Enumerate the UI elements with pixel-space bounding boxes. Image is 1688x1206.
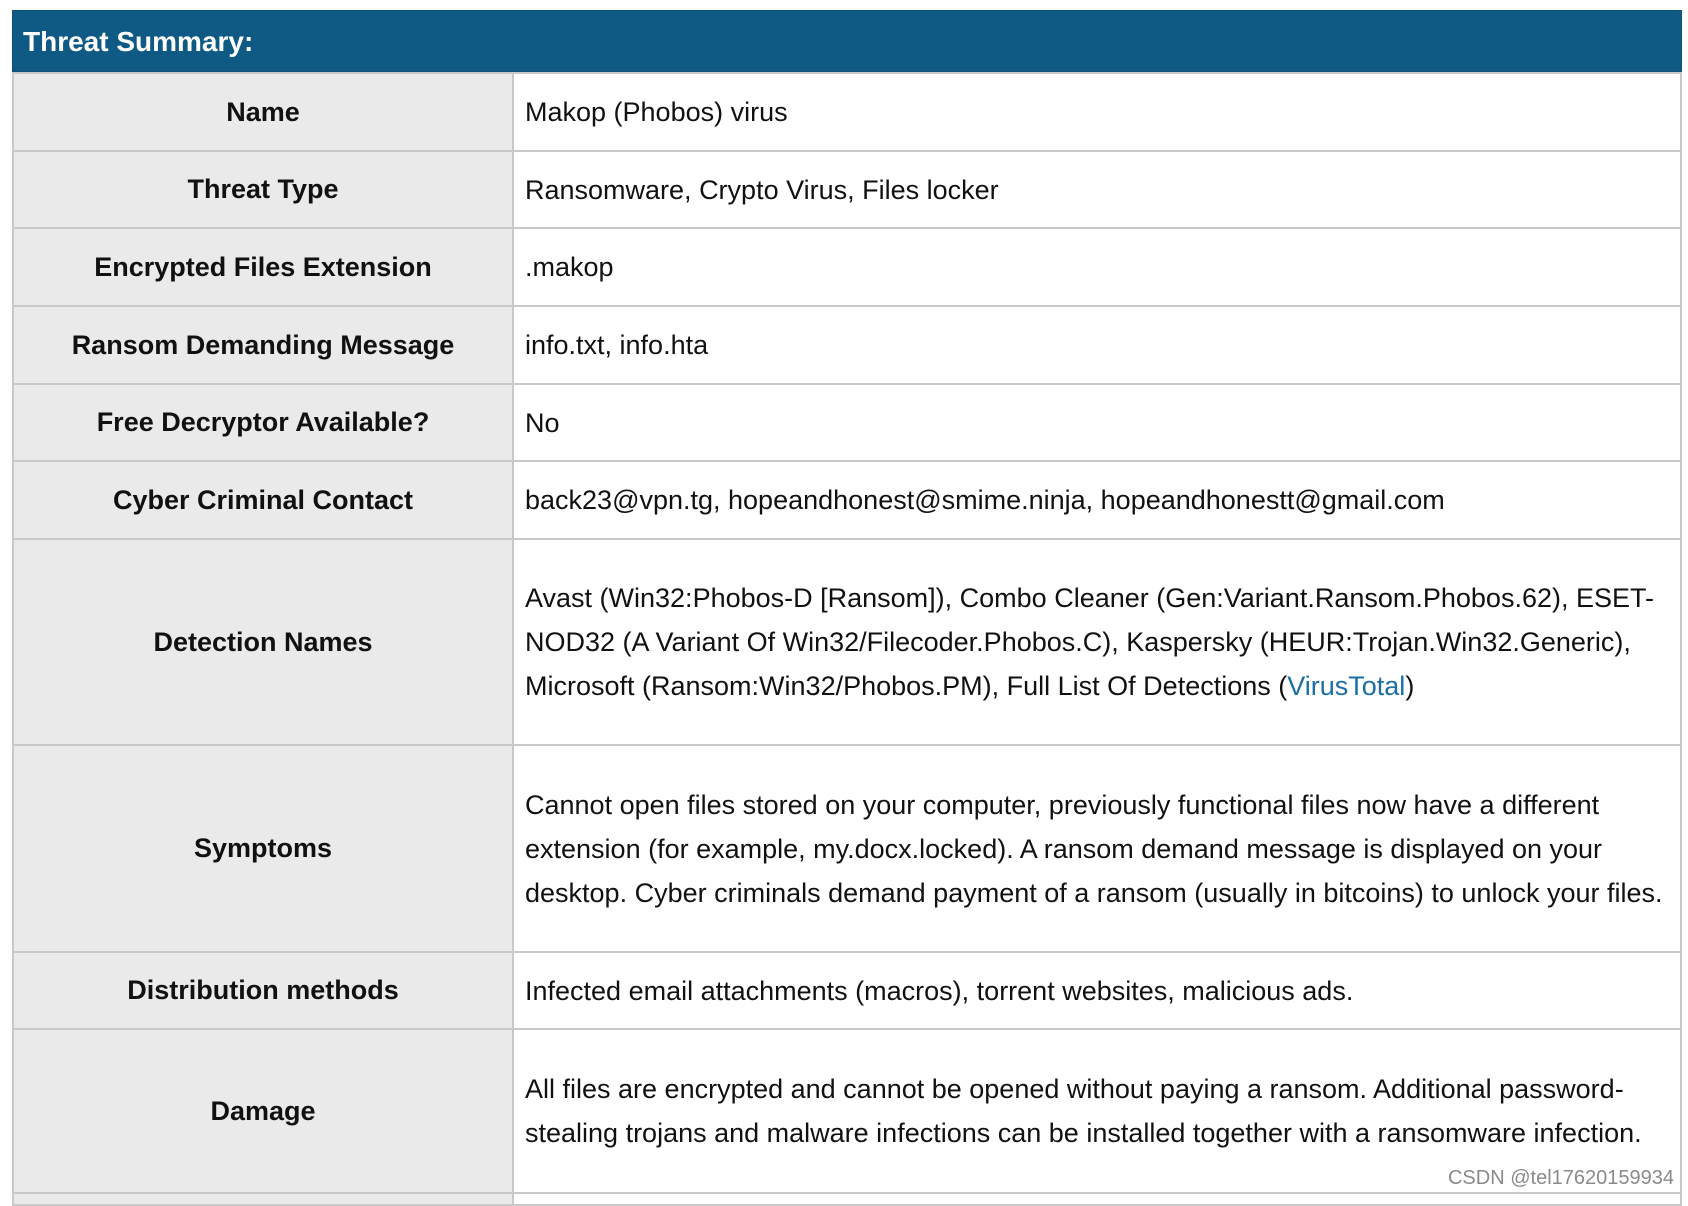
row-key-symptoms: Symptoms <box>13 745 513 952</box>
threat-summary-table <box>12 72 1682 1206</box>
table-row <box>13 461 1681 539</box>
row-value-detection-names <box>513 539 1681 745</box>
table-row <box>13 151 1681 228</box>
row-value-distribution: Infected email attachments (macros), torrent websites, malicious ads. <box>513 952 1681 1029</box>
watermark-text: CSDN @tel17620159934 <box>1447 1167 1674 1189</box>
threat-summary-header: Threat Summary: <box>12 10 1682 72</box>
table-row <box>13 228 1681 306</box>
row-value-damage: All files are encrypted and cannot be opened without paying a ransom. Additional password-stealing trojans and malware infections can be installed together with a ransomware infection. <box>513 1029 1681 1193</box>
row-key-distribution: Distribution methods <box>13 952 513 1029</box>
table-row <box>13 745 1681 952</box>
row-value-cutoff <box>513 1193 1681 1205</box>
row-value-name: Makop (Phobos) virus <box>513 73 1681 151</box>
detection-names-text: Avast (Win32:Phobos-D [Ransom]), Combo Cleaner (Gen:Variant.Ransom.Phobos.62), ESET-NOD32 (A Variant Of Win32/Filecoder.Phobos.C), Kaspersky (HEUR:Trojan.Win32.Generic), Microsoft (Ransom:Win32/Phobos.PM), Full List Of Detections ( <box>525 583 1654 701</box>
table-row <box>13 306 1681 384</box>
row-key-encrypted-extension: Encrypted Files Extension <box>13 228 513 306</box>
row-key-damage: Damage <box>13 1029 513 1193</box>
table-row <box>13 539 1681 745</box>
row-value-symptoms: Cannot open files stored on your computer, previously functional files now have a different extension (for example, my.docx.locked). A ransom demand message is displayed on your desktop. Cyber criminals demand payment of a ransom (usually in bitcoins) to unlock your files. <box>513 745 1681 952</box>
row-key-threat-type: Threat Type <box>13 151 513 228</box>
row-value-ransom-message: info.txt, info.hta <box>513 306 1681 384</box>
detection-names-suffix: ) <box>1405 671 1415 701</box>
row-key-free-decryptor: Free Decryptor Available? <box>13 384 513 461</box>
row-key-name: Name <box>13 73 513 151</box>
row-key-criminal-contact: Cyber Criminal Contact <box>13 461 513 539</box>
table-row <box>13 1029 1681 1193</box>
row-key-ransom-message: Ransom Demanding Message <box>13 306 513 384</box>
threat-summary-panel <box>12 10 1682 1206</box>
row-value-free-decryptor: No <box>513 384 1681 461</box>
row-value-encrypted-extension: .makop <box>513 228 1681 306</box>
row-key-cutoff <box>13 1193 513 1205</box>
table-row <box>13 384 1681 461</box>
row-value-criminal-contact: back23@vpn.tg, hopeandhonest@smime.ninja, hopeandhonestt@gmail.com <box>513 461 1681 539</box>
table-row-cutoff <box>13 1193 1681 1205</box>
table-row <box>13 952 1681 1029</box>
row-key-detection-names: Detection Names <box>13 539 513 745</box>
row-value-threat-type: Ransomware, Crypto Virus, Files locker <box>513 151 1681 228</box>
table-row <box>13 73 1681 151</box>
virustotal-link[interactable]: VirusTotal <box>1287 671 1406 701</box>
